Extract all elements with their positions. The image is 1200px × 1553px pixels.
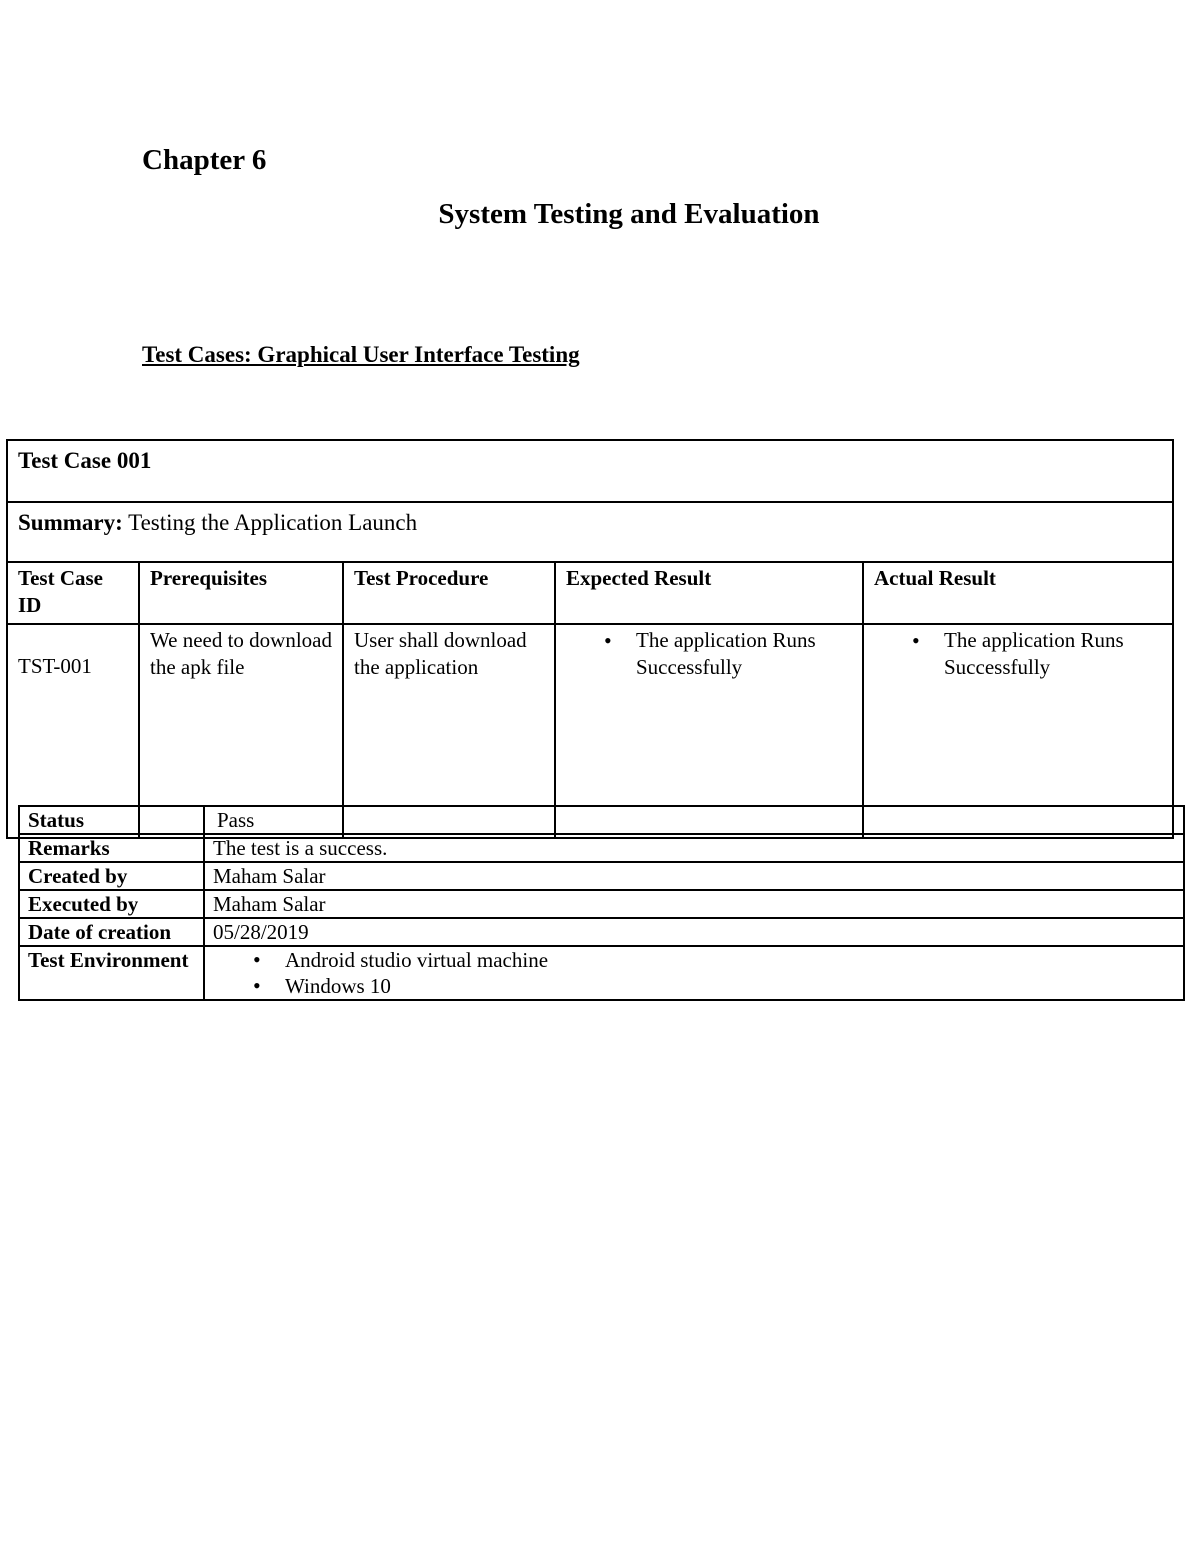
test-case-table: [6, 439, 1174, 839]
created-by-label: Created by: [19, 862, 204, 890]
column-header-test-procedure: Test Procedure: [343, 562, 555, 624]
list-item: • The application Runs Successfully: [874, 627, 1162, 681]
column-header-test-case-id: Test Case ID: [7, 562, 139, 624]
summary-cell: [7, 502, 1173, 562]
executed-by-row: [19, 890, 1184, 918]
column-header-prerequisites: Prerequisites: [139, 562, 343, 624]
summary-row: [7, 502, 1173, 562]
test-case-title: Test Case 001: [18, 448, 152, 473]
summary-text: Testing the Application Launch: [128, 510, 418, 535]
executed-by-label: Executed by: [19, 890, 204, 918]
column-header-expected-result: Expected Result: [555, 562, 863, 624]
date-label: Date of creation: [19, 918, 204, 946]
test-details-table: [18, 805, 1185, 1001]
environment-row: [19, 946, 1184, 1000]
procedure-cell: User shall download the application: [343, 624, 555, 838]
created-by-value: Maham Salar: [204, 862, 1184, 890]
document-title: System Testing and Evaluation: [438, 198, 820, 230]
prerequisites-cell: We need to download the apk file: [139, 624, 343, 838]
table-header-row: [7, 562, 1173, 624]
list-item: • The application Runs Successfully: [566, 627, 852, 681]
section-heading: Test Cases: Graphical User Interface Testing: [142, 342, 580, 367]
environment-label: Test Environment: [19, 946, 204, 1000]
column-header-actual-result: Actual Result: [863, 562, 1173, 624]
test-case-title-row: [7, 440, 1173, 502]
remarks-value: The test is a success.: [204, 834, 1184, 862]
environment-value: [204, 946, 1184, 1000]
date-value: 05/28/2019: [204, 918, 1184, 946]
actual-result-list: [874, 627, 1162, 681]
remarks-label: Remarks: [19, 834, 204, 862]
remarks-row: [19, 834, 1184, 862]
test-case-id-cell: TST-001: [7, 624, 139, 838]
status-label: Status: [19, 806, 204, 834]
status-value: [204, 806, 1184, 834]
status-value-text: Pass: [217, 808, 255, 832]
chapter-heading: Chapter 6: [142, 144, 267, 176]
status-row: [19, 806, 1184, 834]
created-by-row: [19, 862, 1184, 890]
expected-result-list: [566, 627, 852, 681]
executed-by-value: Maham Salar: [204, 890, 1184, 918]
list-item: • Windows 10: [213, 973, 1175, 999]
test-case-title-cell: [7, 440, 1173, 502]
environment-list: [213, 947, 1175, 999]
summary-label: Summary:: [18, 510, 123, 535]
list-item: • Android studio virtual machine: [213, 947, 1175, 973]
date-row: [19, 918, 1184, 946]
